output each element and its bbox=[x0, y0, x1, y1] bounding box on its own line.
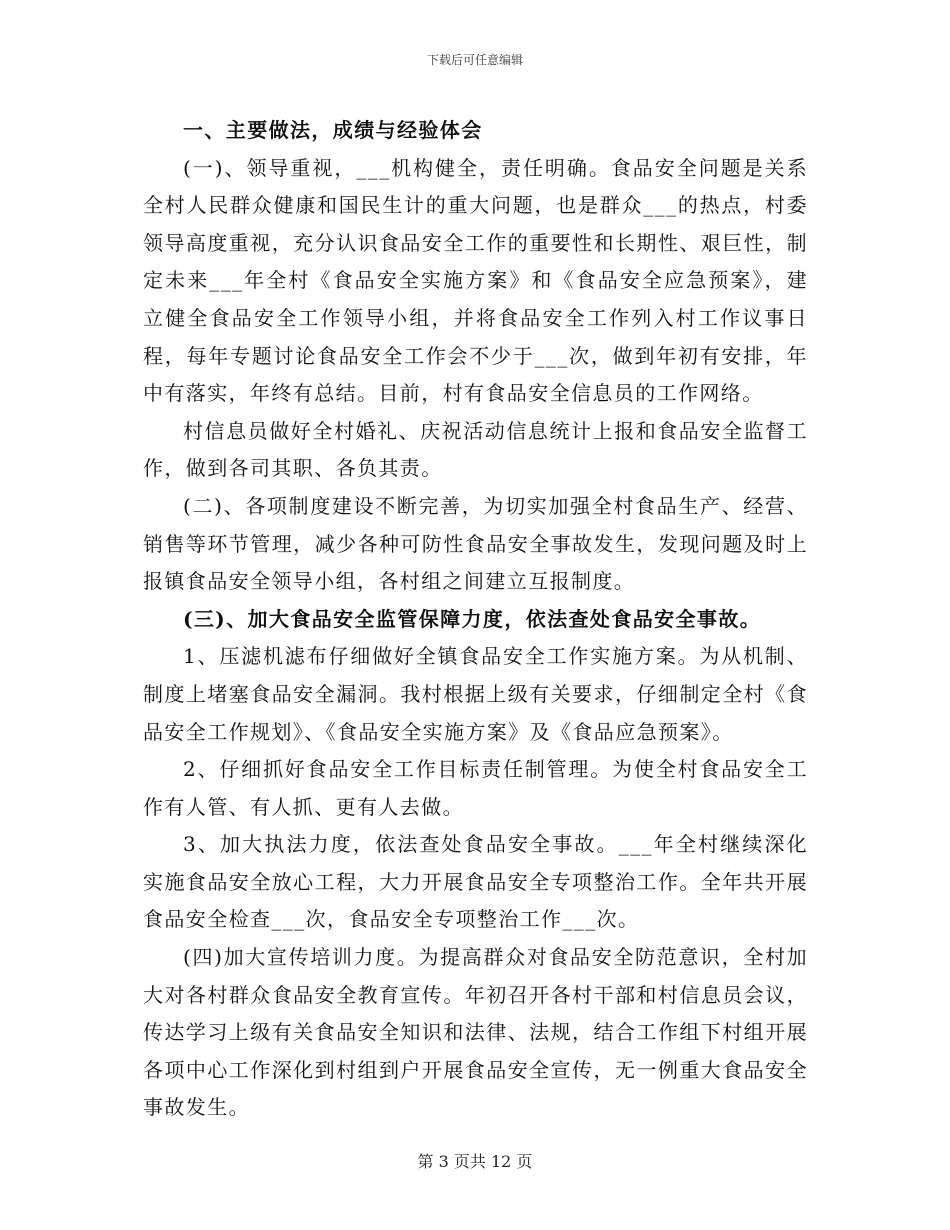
page-number: 第 3 页共 12 页 bbox=[417, 1152, 533, 1171]
paragraph-item-1: 1、压滤机滤布仔细做好全镇食品安全工作实施方案。为从机制、制度上堵塞食品安全漏洞。我村根据上级有关要求，仔细制定全村《食品安全工作规划》、《食品安全实施方案》及《食品应急预案》。 bbox=[143, 644, 808, 744]
paragraph-publicity: (四)加大宣传培训力度。为提高群众对食品安全防范意识，全村加大对各村群众食品安全教育宣传。年初召开各村干部和村信息员会议，传达学习上级有关食品安全知识和法律、法规，结合工作组下村组开展各项中心工作深化到村组到户开展食品安全宣传，无一例重大食品安全事故发生。 bbox=[143, 945, 808, 1120]
paragraph-item-3: 3、加大执法力度，依法查处食品安全事故。___年全村继续深化实施食品安全放心工程，大力开展食品安全专项整治工作。全年共开展食品安全检查___次，食品安全专项整治工作___次。 bbox=[143, 832, 808, 932]
paragraph-supervision-heading: (三)、加大食品安全监管保障力度，依法查处食品安全事故。 bbox=[183, 606, 762, 631]
paragraph-leadership: (一)、领导重视，___机构健全，责任明确。食品安全问题是关系全村人民群众健康和国民生计的重大问题，也是群众___的热点，村委领导高度重视，充分认识食品安全工作的重要性和长期性、艰巨性，制定未来___年全村《食品安全实施方案》和《食品安全应急预案》，建立健全食品安全工作领导小组，并将食品安全工作列入村工作议事日程，每年专题讨论食品安全工作会不少于___次，做到年初有安排，年中有落实，年终有总结。目前，村有食品安全信息员的工作网络。 bbox=[143, 155, 808, 406]
section-heading: 一、主要做法，成绩与经验体会 bbox=[183, 118, 483, 142]
paragraph-systems: (二)、各项制度建设不断完善，为切实加强全村食品生产、经营、销售等环节管理，减少各种可防性食品安全事故发生，发现问题及时上报镇食品安全领导小组，各村组之间建立互报制度。 bbox=[143, 493, 808, 594]
document-body bbox=[143, 112, 808, 1127]
page-header-note: 下载后可任意编辑 bbox=[426, 53, 523, 67]
paragraph-item-2: 2、仔细抓好食品安全工作目标责任制管理。为使全村食品安全工作有人管、有人抓、更有人去做。 bbox=[143, 757, 808, 819]
paragraph-info-officer: 村信息员做好全村婚礼、庆祝活动信息统计上报和食品安全监督工作，做到各司其职、各负其责。 bbox=[143, 418, 808, 481]
